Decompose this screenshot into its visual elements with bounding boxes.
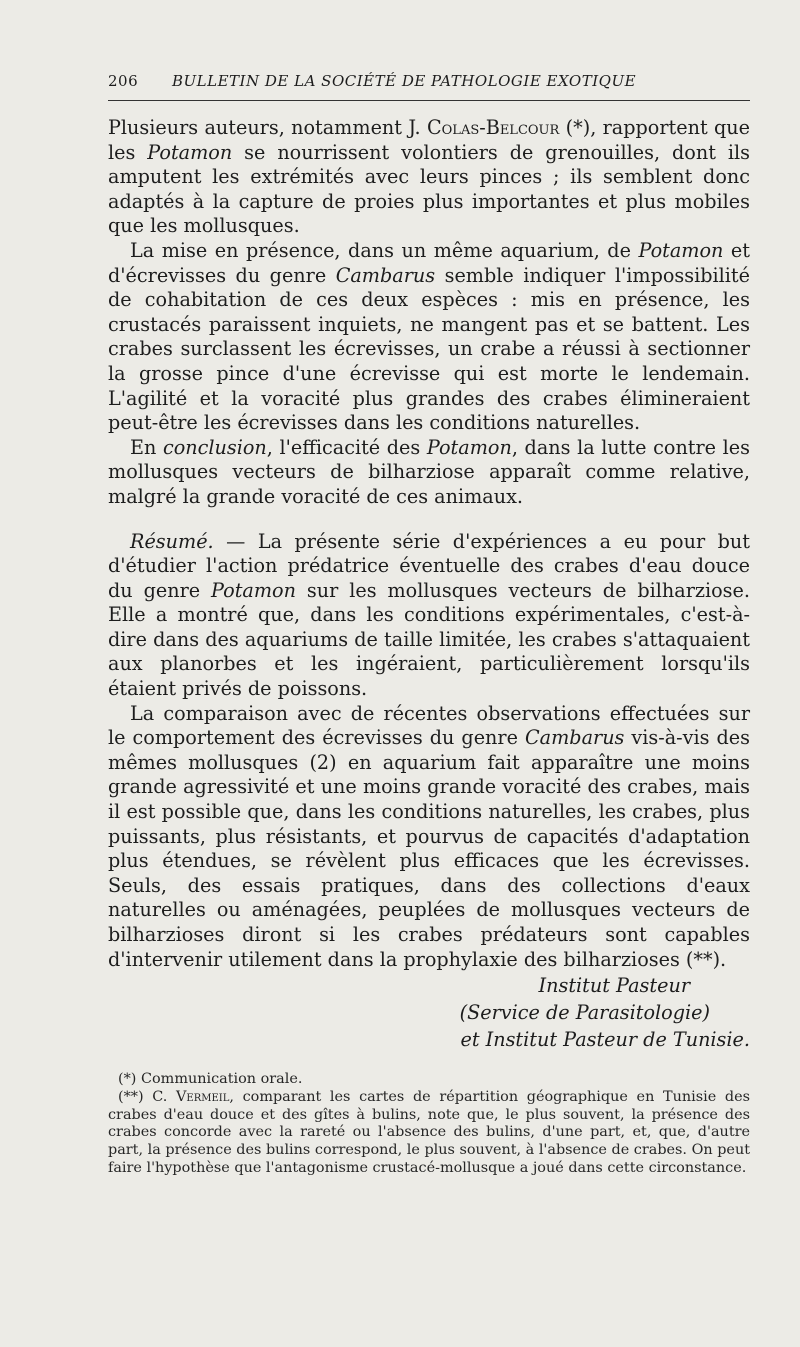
footnote-1: (*) Communication orale.	[118, 1071, 303, 1087]
signature-block	[108, 972, 750, 1053]
conclusion-label: conclusion	[162, 435, 267, 459]
footnotes	[108, 1071, 750, 1178]
paragraph-summary: Résumé. — La présente série d'expériences a eu pour but d'étudier l'action prédatrice éventuelle des crabes d'eau douce du genre Potamon sur les mollusques vecteurs de bilharziose. Elle a montré que, dans les conditions expérimentales, c'est-à-dire dans des aquariums de taille limitée, les crabes s'attaquaient aux planorbes et les ingéraient, particulièrement lorsqu'ils étaient privés de poissons.	[108, 529, 750, 701]
journal-title: BULLETIN DE LA SOCIÉTÉ DE PATHOLOGIE EXOTIQUE	[172, 72, 637, 90]
genus-name: Potamon	[147, 140, 233, 164]
genus-name: Potamon	[211, 578, 296, 602]
page-number: 206	[108, 72, 139, 90]
footnote-2: (**) C. Vermeil, comparant les cartes de répartition géographique en Tunisie des crabes d'eau douce et des gîtes à bulins, note que, le plus souvent, la présence des crabes concorde avec la rareté ou l'absence des bulins, d'une part, et, que, d'autre part, la présence des bulins correspond, le plus souvent, à l'absence de crabes. On peut faire l'hypothèse que l'antagonisme crustacé-mollusque a joué dans cette circonstance.	[108, 1088, 751, 1176]
paragraph-comparison: La comparaison avec de récentes observations effectuées sur le comportement des écrevisses du genre Cambarus vis-à-vis des mêmes mollusques (2) en aquarium fait apparaître une moins grande agressivité et une moins grande voracité des crabes, mais il est possible que, dans les conditions naturelles, les crabes, plus puissants, plus résistants, et pourvus de capacités d'adaptation plus étendues, se révèlent plus efficaces que les écrevisses. Seuls, des essais pratiques, dans des collections d'eaux naturelles ou aménagées, peuplées de mollusques vecteurs de bilharzioses diront si les crabes prédateurs sont capables d'intervenir utilement dans la prophylaxie des bilharzioses (**).	[108, 701, 750, 971]
running-head	[108, 72, 750, 96]
author-name: Colas-Belcour	[426, 116, 560, 139]
genus-name: Potamon	[638, 238, 724, 262]
header-rule	[108, 100, 750, 101]
author-name: Vermeil	[176, 1088, 230, 1105]
signature-line-1: Institut Pasteur	[538, 974, 690, 998]
genus-name: Cambarus	[524, 726, 625, 750]
paragraph-cohabitation: La mise en présence, dans un même aquarium, de Potamon et d'écrevisses du genre Cambarus semble indiquer l'impossibilité de cohabitation de ces deux espèces : mis en présence, les crustacés paraissent inquiets, ne mangent pas et se battent. Les crabes surclassent les écrevisses, un crabe a réussi à sectionner la grosse pince d'une écrevisse qui est morte le lendemain. L'agilité et la voracité plus grandes des crabes élimineraient peut-être les écrevisses dans les conditions naturelles.	[108, 238, 750, 435]
signature-line-3: et Institut Pasteur de Tunisie.	[460, 1028, 750, 1052]
genus-name: Cambarus	[335, 263, 436, 287]
genus-name: Potamon	[426, 435, 512, 459]
summary-label: Résumé.	[130, 529, 214, 553]
paragraph-conclusion: En conclusion, l'efficacité des Potamon, dans la lutte contre les mollusques vecteurs de bilharziose apparaît comme relative, malgré la grande voracité de ces animaux.	[108, 435, 750, 508]
article-body	[108, 116, 750, 1053]
signature-line-2: (Service de Parasitologie)	[459, 1001, 710, 1025]
paragraph-frog-predation: Plusieurs auteurs, notamment J. Colas-Belcour (*), rapportent que les Potamon se nourrissent volontiers de grenouilles, dont ils amputent les extrémités avec leurs pinces ; ils semblent donc adaptés à la capture de proies plus importantes et plus mobiles que les mollusques.	[108, 116, 750, 238]
